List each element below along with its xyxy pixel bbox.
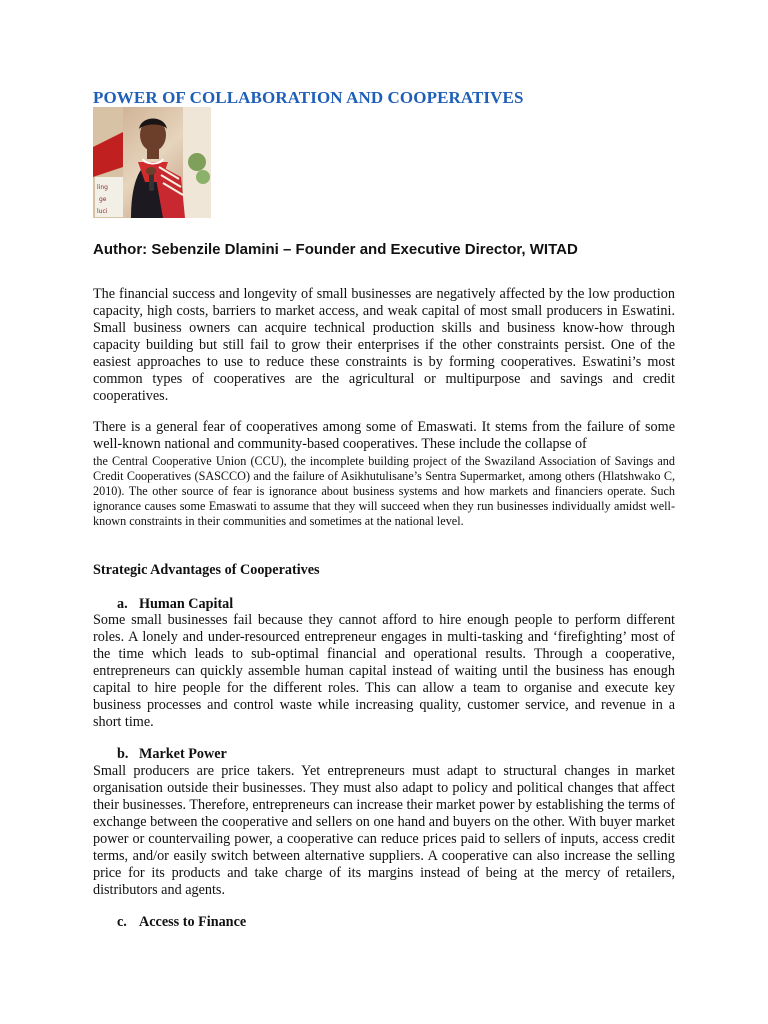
advantage-body-b: Small producers are price takers. Yet entrepreneurs must adapt to structural changes in market organisation outside their businesses. They must also adapt to policy and political changes that affect their businesses. Therefore, entrepreneurs can increase their market power by establishing the terms of exchange between the cooperative and sellers on one hand and buyers on the other. With buyer market power or countervailing power, a cooperative can reduce prices paid to sellers of inputs, access credit terms, and/or easily switch between alternative suppliers. A cooperative can also increase the selling price for its products and take charge of its margins instead of being at the mercy of retailers, distributors and agents. — [93, 763, 675, 898]
intro-paragraph: The financial success and longevity of small businesses are negatively affected by the low production capacity, high costs, barriers to market access, and weak capital of most small producers in Eswatini. Small business owners can acquire technical production skills and business know-how through capacity building but still fail to grow their enterprises if the other constraints persist. One of the easiest approaches to use to reduce these constraints is by forming cooperatives. Eswatini’s most common types of cooperatives are the agricultural or multipurpose and savings and credit cooperatives. — [93, 286, 675, 404]
advantage-body-a: Some small businesses fail because they cannot afford to hire enough people to perform different roles. A lonely and under-resourced entrepreneur engages in multi-tasking and ‘firefighting’ most of the time which leads to sub-optimal financial and operational results. Through a cooperative, entrepreneurs can quickly assemble human capital instead of waiting until the business has enough capital to hire people for the different roles. This can allow a team to organise and execute key business processes and control waste while increasing quality, customer service, and revenue in a short time. — [93, 612, 675, 730]
advantage-heading-b — [117, 746, 227, 763]
author-photo — [93, 107, 211, 218]
list-marker: c. — [117, 914, 127, 930]
advantage-heading-a — [117, 596, 233, 613]
advantage-title: Access to Finance — [139, 914, 247, 930]
fear-paragraph-part2: the Central Cooperative Union (CCU), the incomplete building project of the Swaziland Association of Savings and Credit Cooperatives (SASCCO) and the failure of Asikhutulisane’s Sentra Supermarket, among others (Hlatshwako C, 2010). The other source of fear is ignorance about business systems and how markets and financiers operate. Such ignorance causes some Emaswati to assume that they will succeed when they run businesses individually amidst well-known constraints in their communities and sometimes at the national level. — [93, 454, 675, 528]
list-marker: b. — [117, 746, 129, 762]
svg-text:ge: ge — [99, 196, 107, 203]
list-marker: a. — [117, 596, 128, 612]
advantage-title: Human Capital — [139, 596, 234, 612]
section-heading: Strategic Advantages of Cooperatives — [93, 562, 320, 578]
advantage-title: Market Power — [139, 746, 227, 762]
article-title: POWER OF COLLABORATION AND COOPERATIVES — [93, 88, 524, 107]
author-line: Author: Sebenzile Dlamini – Founder and Executive Director, WITAD — [93, 241, 578, 258]
svg-text:ling: ling — [97, 184, 108, 191]
svg-text:luci: luci — [97, 208, 108, 215]
advantage-heading-c — [117, 914, 246, 931]
fear-paragraph-part1: There is a general fear of cooperatives among some of Emaswati. It stems from the failure of some well-known national and community-based cooperatives. These include the collapse of — [93, 419, 675, 452]
